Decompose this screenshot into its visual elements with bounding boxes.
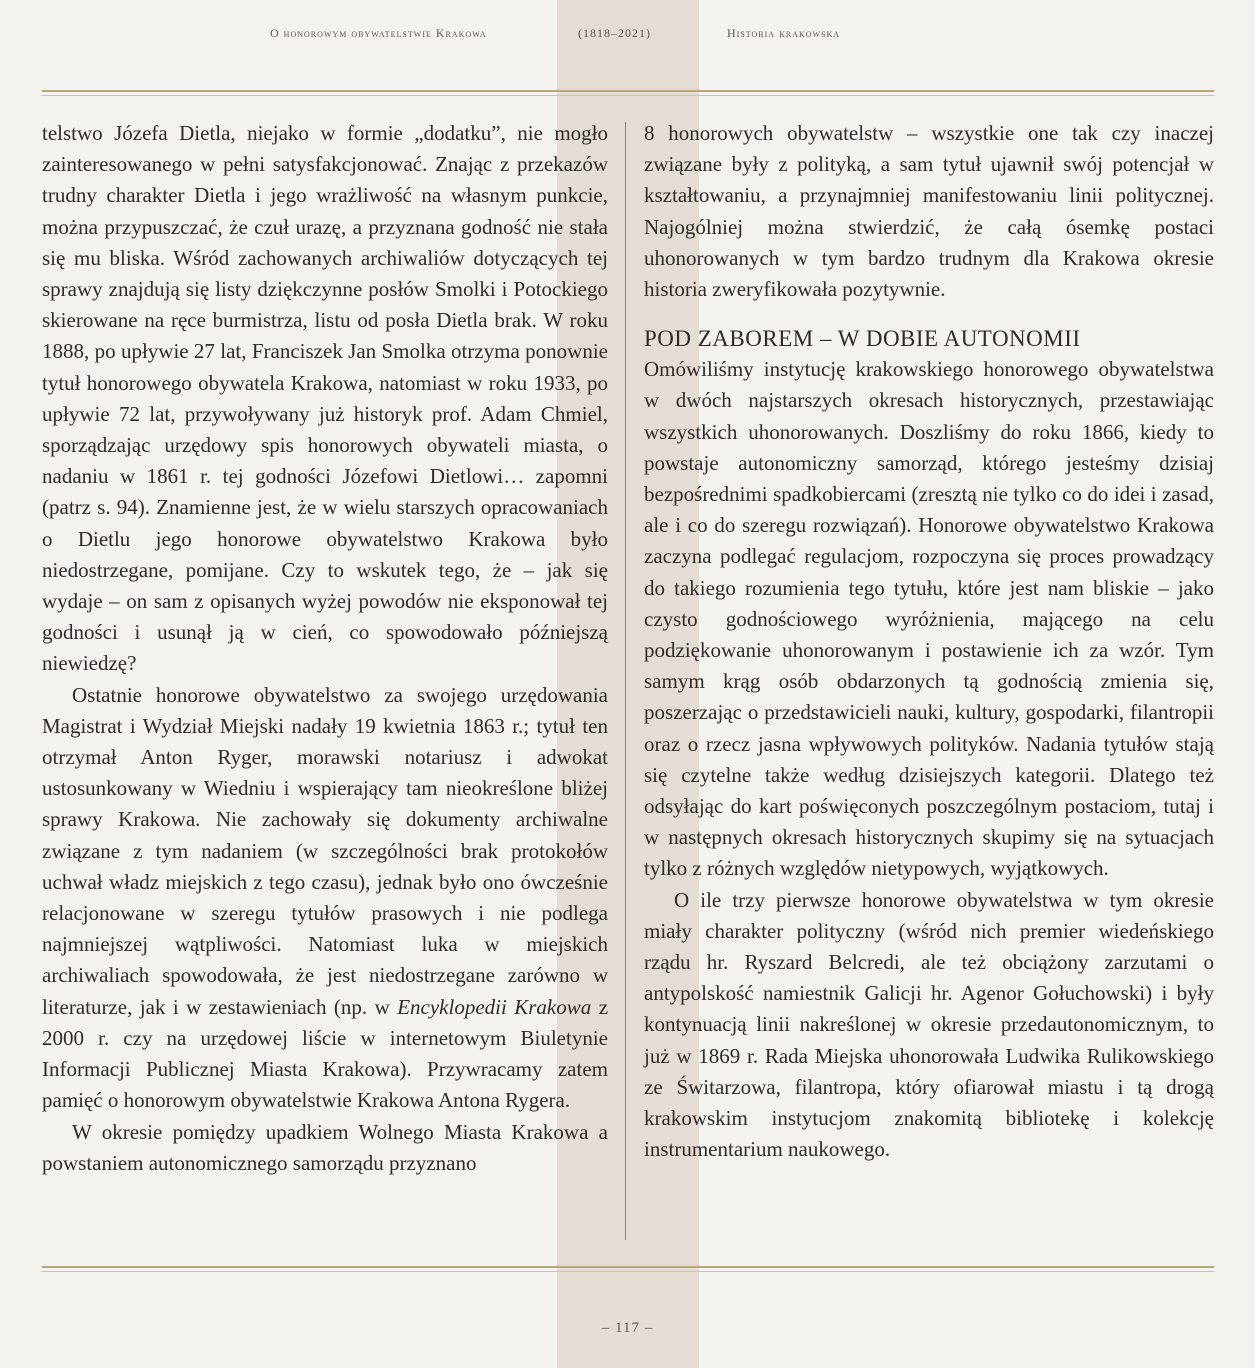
header-book-title: O honorowym obywatelstwie Krakowa xyxy=(270,26,487,40)
right-paragraph-2: Omówiliśmy instytucję krakowskiego honorowego obywatelstwa w dwóch najstarszych okresach historycznych, przestawiając wszystkich uhonorowanych. Doszliśmy do roku 1866, kiedy to powstaje autonomiczny samorząd, którego jesteśmy dzisiaj bezpośrednimi spadkobiercami (zresztą nie tylko co do idei i zasad, ale i co do szeregu rozwiązań). Honorowe obywatelstwo Krakowa zaczyna podlegać regulacjom, rozpoczyna się proces prowadzący do takiego rozumienia tego tytułu, które jest nam bliskie – jako czysto godnościowego wyróżnienia, mającego na celu podziękowanie uhonorowanym i postawienie ich za wzór. Tym samym krąg osób obdarzonych tą godnością zmienia się, poszerzając o przedstawicieli nauki, kultury, gospodarki, filantropii oraz o rzecz jasna wpływowych polityków. Nadania tytułów stają się czytelne także według dzisiejszych kategorii. Dlatego też odsyłając do kart poświęconych poszczególnym postaciom, tutaj i w następnych okresach historycznych skupimy się na sytuacjach tylko z różnych względów nietypowych, wyjątkowych. xyxy=(644,357,1214,881)
header-date-range: (1818–2021) xyxy=(578,26,651,40)
page-number: – 117 – xyxy=(601,1320,654,1336)
top-rule xyxy=(42,90,1214,96)
left-column xyxy=(42,118,608,1179)
left-paragraph-3: W okresie pomiędzy upadkiem Wolnego Miasta Krakowa a powstaniem autonomicznego samorządu przyznano xyxy=(42,1119,608,1175)
left-paragraph-2-part-2: z 2000 r. czy na urzędowej liście w internetowym Biuletynie Informacji Publicznej Miasta Krakowa). Przywracamy zatem pamięć o honorowym obywatelstwie Krakowa Antona Rygera. xyxy=(42,994,609,1113)
left-paragraph-1: telstwo Józefa Dietla, niejako w formie „dodatku”, nie mogło zainteresowanego w pełni satysfakcjonować. Znając z przekazów trudny charakter Dietla i jego wrażliwość na własnym punkcie, można przypuszczać, że czuł urazę, a przyznana godność nie stała się mu bliska. Wśród zachowanych archiwaliów dotyczących tej sprawy znajdują się listy dziękczynne posłów Smolki i Potockiego skierowane na ręce burmistrza, listu od posła Dietla brak. W roku 1888, po upływie 27 lat, Franciszek Jan Smolka otrzyma ponownie tytuł honorowego obywatela Krakowa, natomiast w roku 1933, po upływie 72 lat, przywoływany już historyk prof. Adam Chmiel, sporządzając urzędowy spis honorowych obywateli miasta, o nadaniu w 1861 r. tej godności Józefowi Dietlowi… zapomni (patrz s. 94). Znamienne jest, że w wielu starszych opracowaniach o Dietlu jego honorowe obywatelstwo Krakowa było niedostrzegane, pomijane. Czy to wskutek tego, że – jak się wydaje – on sam z opisanych wyżej powodów nie eksponował tej godności i usunął ją w cień, co spowodowało późniejszą niewiedzę? xyxy=(42,121,608,676)
bottom-rule xyxy=(42,1266,1214,1272)
right-paragraph-3: O ile trzy pierwsze honorowe obywatelstwa w tym okresie miały charakter polityczny (wśród nich premier wiedeńskiego rządu hr. Ryszard Belcredi, ale też obciążony zarzutami o antypolskość namiestnik Galicji hr. Agenor Gołuchowski) i były kontynuacją linii nakreślonej w okresie przedautonomicznym, to już w 1869 r. Rada Miejska uhonorowała Ludwika Rulikowskiego ze Świtarzowa, filantropa, który ofiarował miastu i tą drogą krakowskim instytucjom znakomitą bibliotekę i kolekcję instrumentarium naukowego. xyxy=(644,887,1214,1162)
header-section-title: Historia krakowska xyxy=(727,26,841,40)
column-divider xyxy=(625,122,626,1240)
left-paragraph-2-part-1: Ostatnie honorowe obywatelstwo za swojego urzędowania Magistrat i Wydział Miejski nadały 19 kwietnia 1863 r.; tytuł ten otrzymał Anton Ryger, morawski notariusz i adwokat ustosunkowany w Wiedniu i wspierający tam nieokreślone bliżej sprawy Krakowa. Nie zachowały się dokumenty archiwalne związane z tym nadaniem (w szczególności brak protokołów uchwał władz miejskich z tego czasu), jednak było ono ówcześnie relacjonowane w szeregu tytułów prasowych i nie podlega najmniejszej wątpliwości. Natomiast luka w miejskich archiwaliach spowodowała, że jest niedostrzegane zarówno w literaturze, jak i w zestawieniach (np. w xyxy=(42,682,608,1019)
right-paragraph-1: 8 honorowych obywatelstw – wszystkie one tak czy inaczej związane były z polityką, a sam tytuł ujawnił swój potencjał w kształtowaniu, a przynajmniej manifestowaniu linii politycznej. Najogólniej można stwierdzić, że całą ósemkę postaci uhonorowanych w tym bardzo trudnym dla Krakowa okresie historia zweryfikowała pozytywnie. xyxy=(644,121,1214,302)
left-paragraph-2 xyxy=(42,680,608,1117)
right-column xyxy=(644,118,1214,1166)
running-header xyxy=(0,26,1255,46)
encyclopedia-title: Encyklopedii Krakowa xyxy=(397,994,592,1019)
section-heading: POD ZABOREM – W DOBIE AUTONOMII xyxy=(644,326,1081,352)
